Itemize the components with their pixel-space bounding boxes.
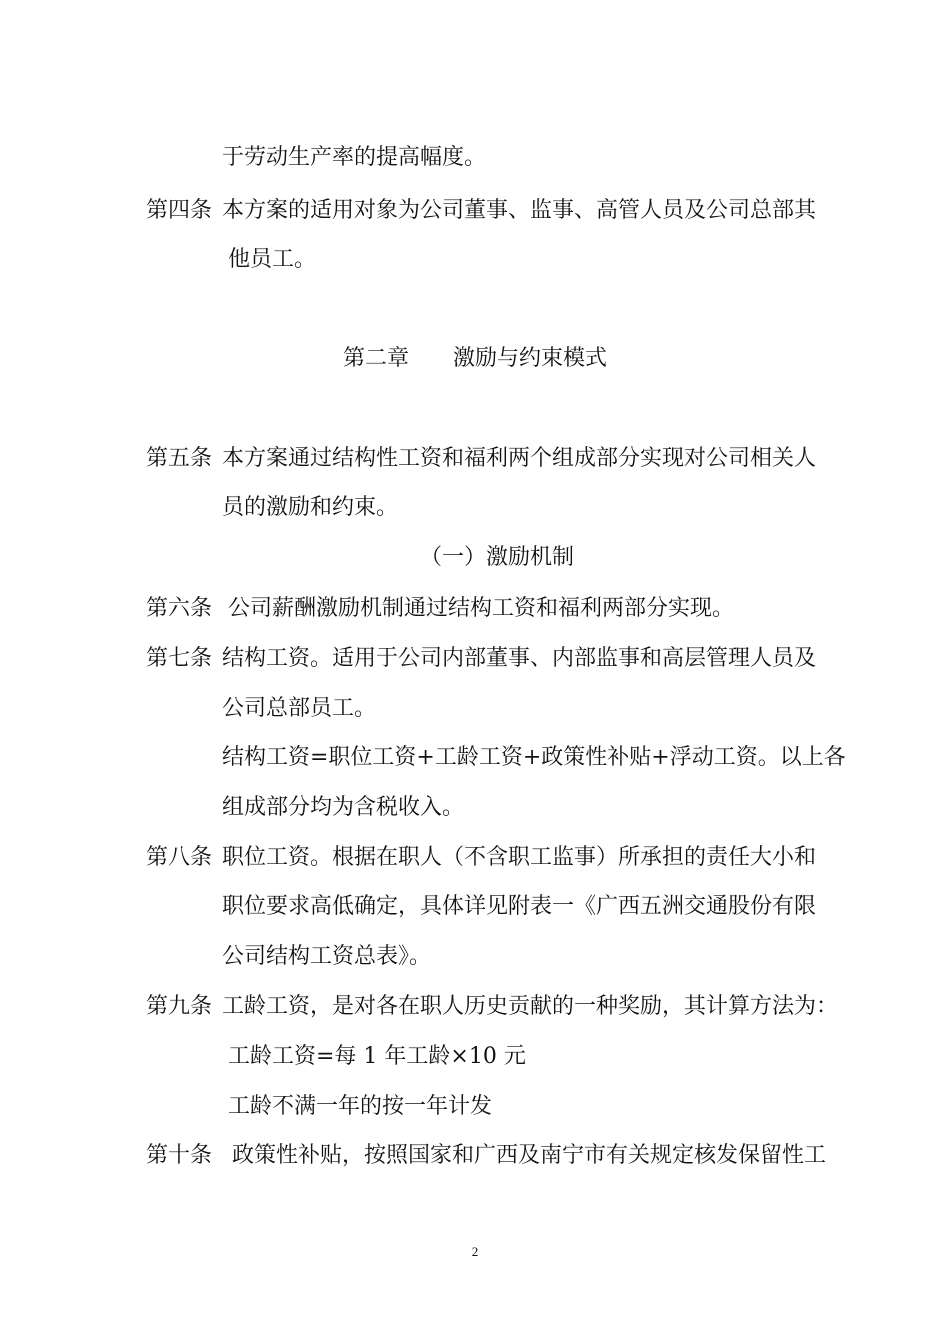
article-text: 政策性补贴，按照国家和广西及南宁市有关规定核发保留性工 bbox=[232, 1143, 827, 1168]
article-text: 本方案的适用对象为公司董事、监事、高管人员及公司总部其 bbox=[222, 198, 817, 223]
article-8-line-3: 公司结构工资总表》。 bbox=[222, 944, 432, 969]
section-title: （一）激励机制 bbox=[420, 545, 575, 570]
article-text: 本方案通过结构性工资和福利两个组成部分实现对公司相关人 bbox=[222, 446, 817, 471]
article-text: 工龄工资，是对各在职人历史贡献的一种奖励，其计算方法为： bbox=[222, 994, 839, 1019]
chapter-title: 第二章 激励与约束模式 bbox=[342, 346, 607, 371]
article-9-line-3: 工龄不满一年的按一年计发 bbox=[228, 1094, 493, 1119]
article-label: 第十条 bbox=[146, 1143, 213, 1168]
article-7-line-2: 公司总部员工。 bbox=[222, 696, 377, 721]
page-number: 2 bbox=[471, 1244, 479, 1259]
continuation-text: 于劳动生产率的提高幅度。 bbox=[222, 145, 487, 170]
article-9-formula: 工龄工资=每 1 年工龄×10 元 bbox=[228, 1044, 526, 1069]
article-text: 职位工资。根据在职人（不含职工监事）所承担的责任大小和 bbox=[222, 845, 817, 870]
article-4-continuation: 他员工。 bbox=[228, 247, 317, 272]
article-7-line-4: 组成部分均为含税收入。 bbox=[222, 795, 465, 820]
article-5-continuation: 员的激励和约束。 bbox=[222, 495, 399, 520]
article-7-formula: 结构工资=职位工资+工龄工资+政策性补贴+浮动工资。以上各 bbox=[222, 745, 846, 770]
article-text: 公司薪酬激励机制通过结构工资和福利两部分实现。 bbox=[228, 596, 735, 621]
article-label: 第四条 bbox=[146, 198, 213, 223]
article-label: 第九条 bbox=[146, 994, 213, 1019]
article-label: 第八条 bbox=[146, 845, 213, 870]
article-label: 第六条 bbox=[146, 596, 213, 621]
article-label: 第七条 bbox=[146, 646, 213, 671]
article-8-line-2: 职位要求高低确定，具体详见附表一《广西五洲交通股份有限 bbox=[222, 894, 817, 919]
article-label: 第五条 bbox=[146, 446, 213, 471]
article-text: 结构工资。适用于公司内部董事、内部监事和高层管理人员及 bbox=[222, 646, 817, 671]
